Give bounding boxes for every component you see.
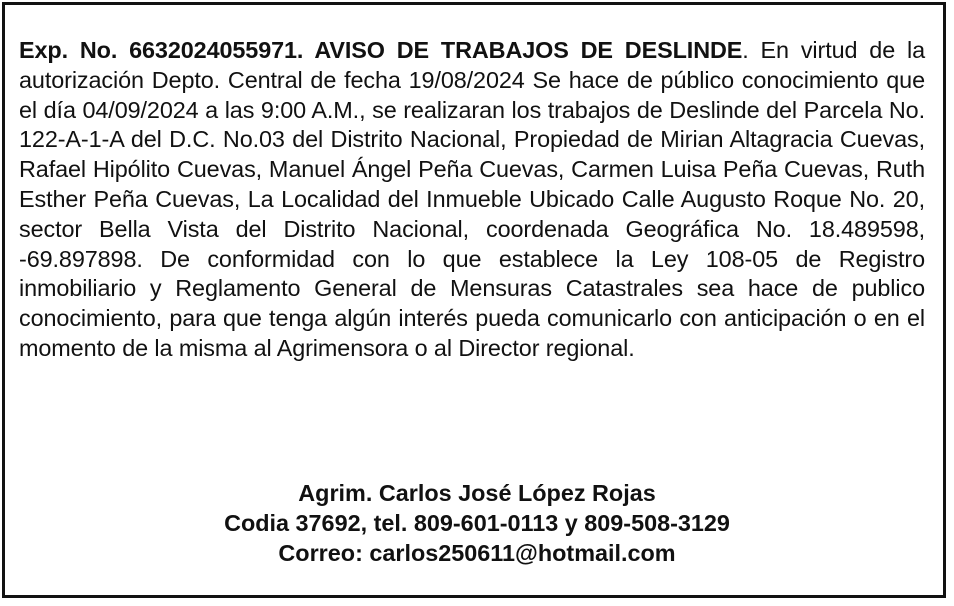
signature-block: [0, 478, 954, 568]
email-line: Correo: carlos250611@hotmail.com: [278, 540, 676, 566]
notice-body-text: . En virtud de la autorización Depto. Central de fecha 19/08/2024 Se hace de público conocimiento que el día 04/09/2024 a las 9:00 A.M., se realizaran los trabajos de Deslinde del Parcela No. 122-A-1-A del D.C. No.03 del Distrito Nacional, Propiedad de Mirian Altagracia Cuevas, Rafael Hipólito Cuevas, Manuel Ángel Peña Cuevas, Carmen Luisa Peña Cuevas, Ruth Esther Peña Cuevas, La Localidad del Inmueble Ubicado Calle Augusto Roque No. 20, sector Bella Vista del Distrito Nacional, coordenada Geográfica No. 18.489598, -69.897898. De conformidad con lo que establece la Ley 108-05 de Registro inmobiliario y Reglamento General de Mensuras Catastrales sea hace de publico conocimiento, para que tenga algún interés pueda comunicarlo con anticipación o en el momento de la misma al Agrimensora o al Director regional.: [19, 37, 925, 361]
codia-phone-line: Codia 37692, tel. 809-601-0113 y 809-508-3129: [224, 510, 730, 536]
surveyor-name: Agrim. Carlos José López Rojas: [298, 480, 656, 506]
notice-heading: Exp. No. 6632024055971. AVISO DE TRABAJOS DE DESLINDE: [19, 37, 743, 63]
notice-paragraph: [19, 36, 925, 364]
